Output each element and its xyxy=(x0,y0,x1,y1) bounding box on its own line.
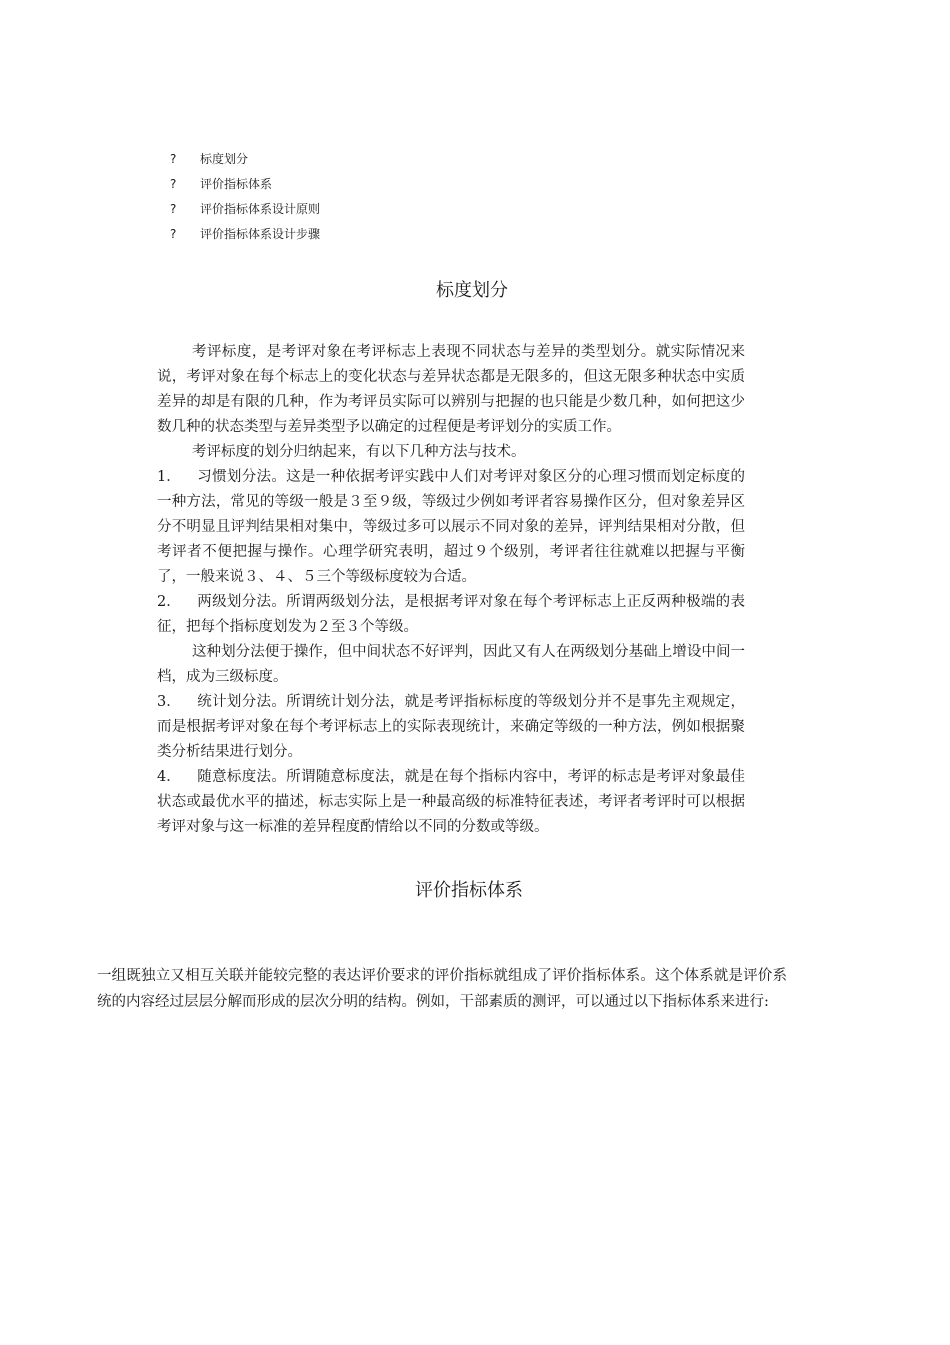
section-heading-biaodu: 标度划分 xyxy=(436,280,508,301)
toc-link-design-principles[interactable]: 评价指标体系设计原则 xyxy=(200,201,321,216)
method-text: 随意标度法。所谓随意标度法，就是在每个指标内容中，考评的标志是考评对象最佳状态或最优水平的描述，标志实际上是一种最高级的标准特征表述，考评者考评时可以根据考评对象与这一标准的差异程度酌情给以不同的分数或等级。 xyxy=(157,769,745,835)
toc-bullet: ? xyxy=(170,201,177,216)
toc-item[interactable] xyxy=(170,171,320,196)
method-item xyxy=(157,465,745,590)
method-item xyxy=(157,590,745,640)
method-extra-paragraph: 这种划分法便于操作，但中间状态不好评判，因此又有人在两级划分基础上增设中间一档，成为三级标度。 xyxy=(157,644,745,685)
toc-link-biaodu[interactable]: 标度划分 xyxy=(200,151,249,166)
toc-item[interactable] xyxy=(170,146,320,171)
toc-link-zhibiao-tixi[interactable]: 评价指标体系 xyxy=(200,176,273,191)
method-number: 3． xyxy=(157,694,181,710)
table-of-contents xyxy=(170,146,320,246)
method-number: 4． xyxy=(157,769,181,785)
section-biaodu-body xyxy=(157,340,745,840)
method-item xyxy=(157,765,745,840)
section-heading-zhibiao-tixi: 评价指标体系 xyxy=(415,880,523,901)
toc-bullet: ? xyxy=(170,226,177,241)
toc-item[interactable] xyxy=(170,196,320,221)
toc-bullet: ? xyxy=(170,176,177,191)
section-zhibiao-body xyxy=(97,963,787,1015)
method-item xyxy=(157,690,745,765)
toc-bullet: ? xyxy=(170,151,177,166)
toc-link-design-steps[interactable]: 评价指标体系设计步骤 xyxy=(200,226,321,241)
paragraph-summary: 考评标度的划分归纳起来，有以下几种方法与技术。 xyxy=(192,444,526,460)
method-text: 统计划分法。所谓统计划分法，就是考评指标标度的等级划分并不是事先主观规定，而是根据考评对象在每个考评标志上的实际表现统计，来确定等级的一种方法，例如根据聚类分析结果进行划分。 xyxy=(157,694,745,760)
paragraph-intro: 考评标度，是考评对象在考评标志上表现不同状态与差异的类型划分。就实际情况来说，考评对象在每个标志上的变化状态与差异状态都是无限多的，但这无限多种状态中实质差异的却是有限的几种，作为考评员实际可以辨别与把握的也只能是少数几种，如何把这少数几种的状态类型与差异类型予以确定的过程便是考评划分的实质工作。 xyxy=(157,344,745,435)
paragraph-zhibiao: 一组既独立又相互关联并能较完整的表达评价要求的评价指标就组成了评价指标体系。这个体系就是评价系统的内容经过层层分解而形成的层次分明的结构。例如，干部素质的测评，可以通过以下指标体系来进行: xyxy=(97,968,787,1010)
method-number: 2． xyxy=(157,594,181,610)
method-number: 1． xyxy=(157,469,181,485)
method-text: 两级划分法。所谓两级划分法，是根据考评对象在每个考评标志上正反两种极端的表征，把每个指标度划发为２至３个等级。 xyxy=(157,594,745,635)
toc-item[interactable] xyxy=(170,221,320,246)
method-text: 习惯划分法。这是一种依据考评实践中人们对考评对象区分的心理习惯而划定标度的一种方法，常见的等级一般是３至９级，等级过少例如考评者容易操作区分，但对象差异区分不明显且评判结果相对集中，等级过多可以展示不同对象的差异，评判结果相对分散，但考评者不便把握与操作。心理学研究表明，超过９个级别，考评者往往就难以把握与平衡了，一般来说３、４、５三个等级标度较为合适。 xyxy=(157,469,745,585)
